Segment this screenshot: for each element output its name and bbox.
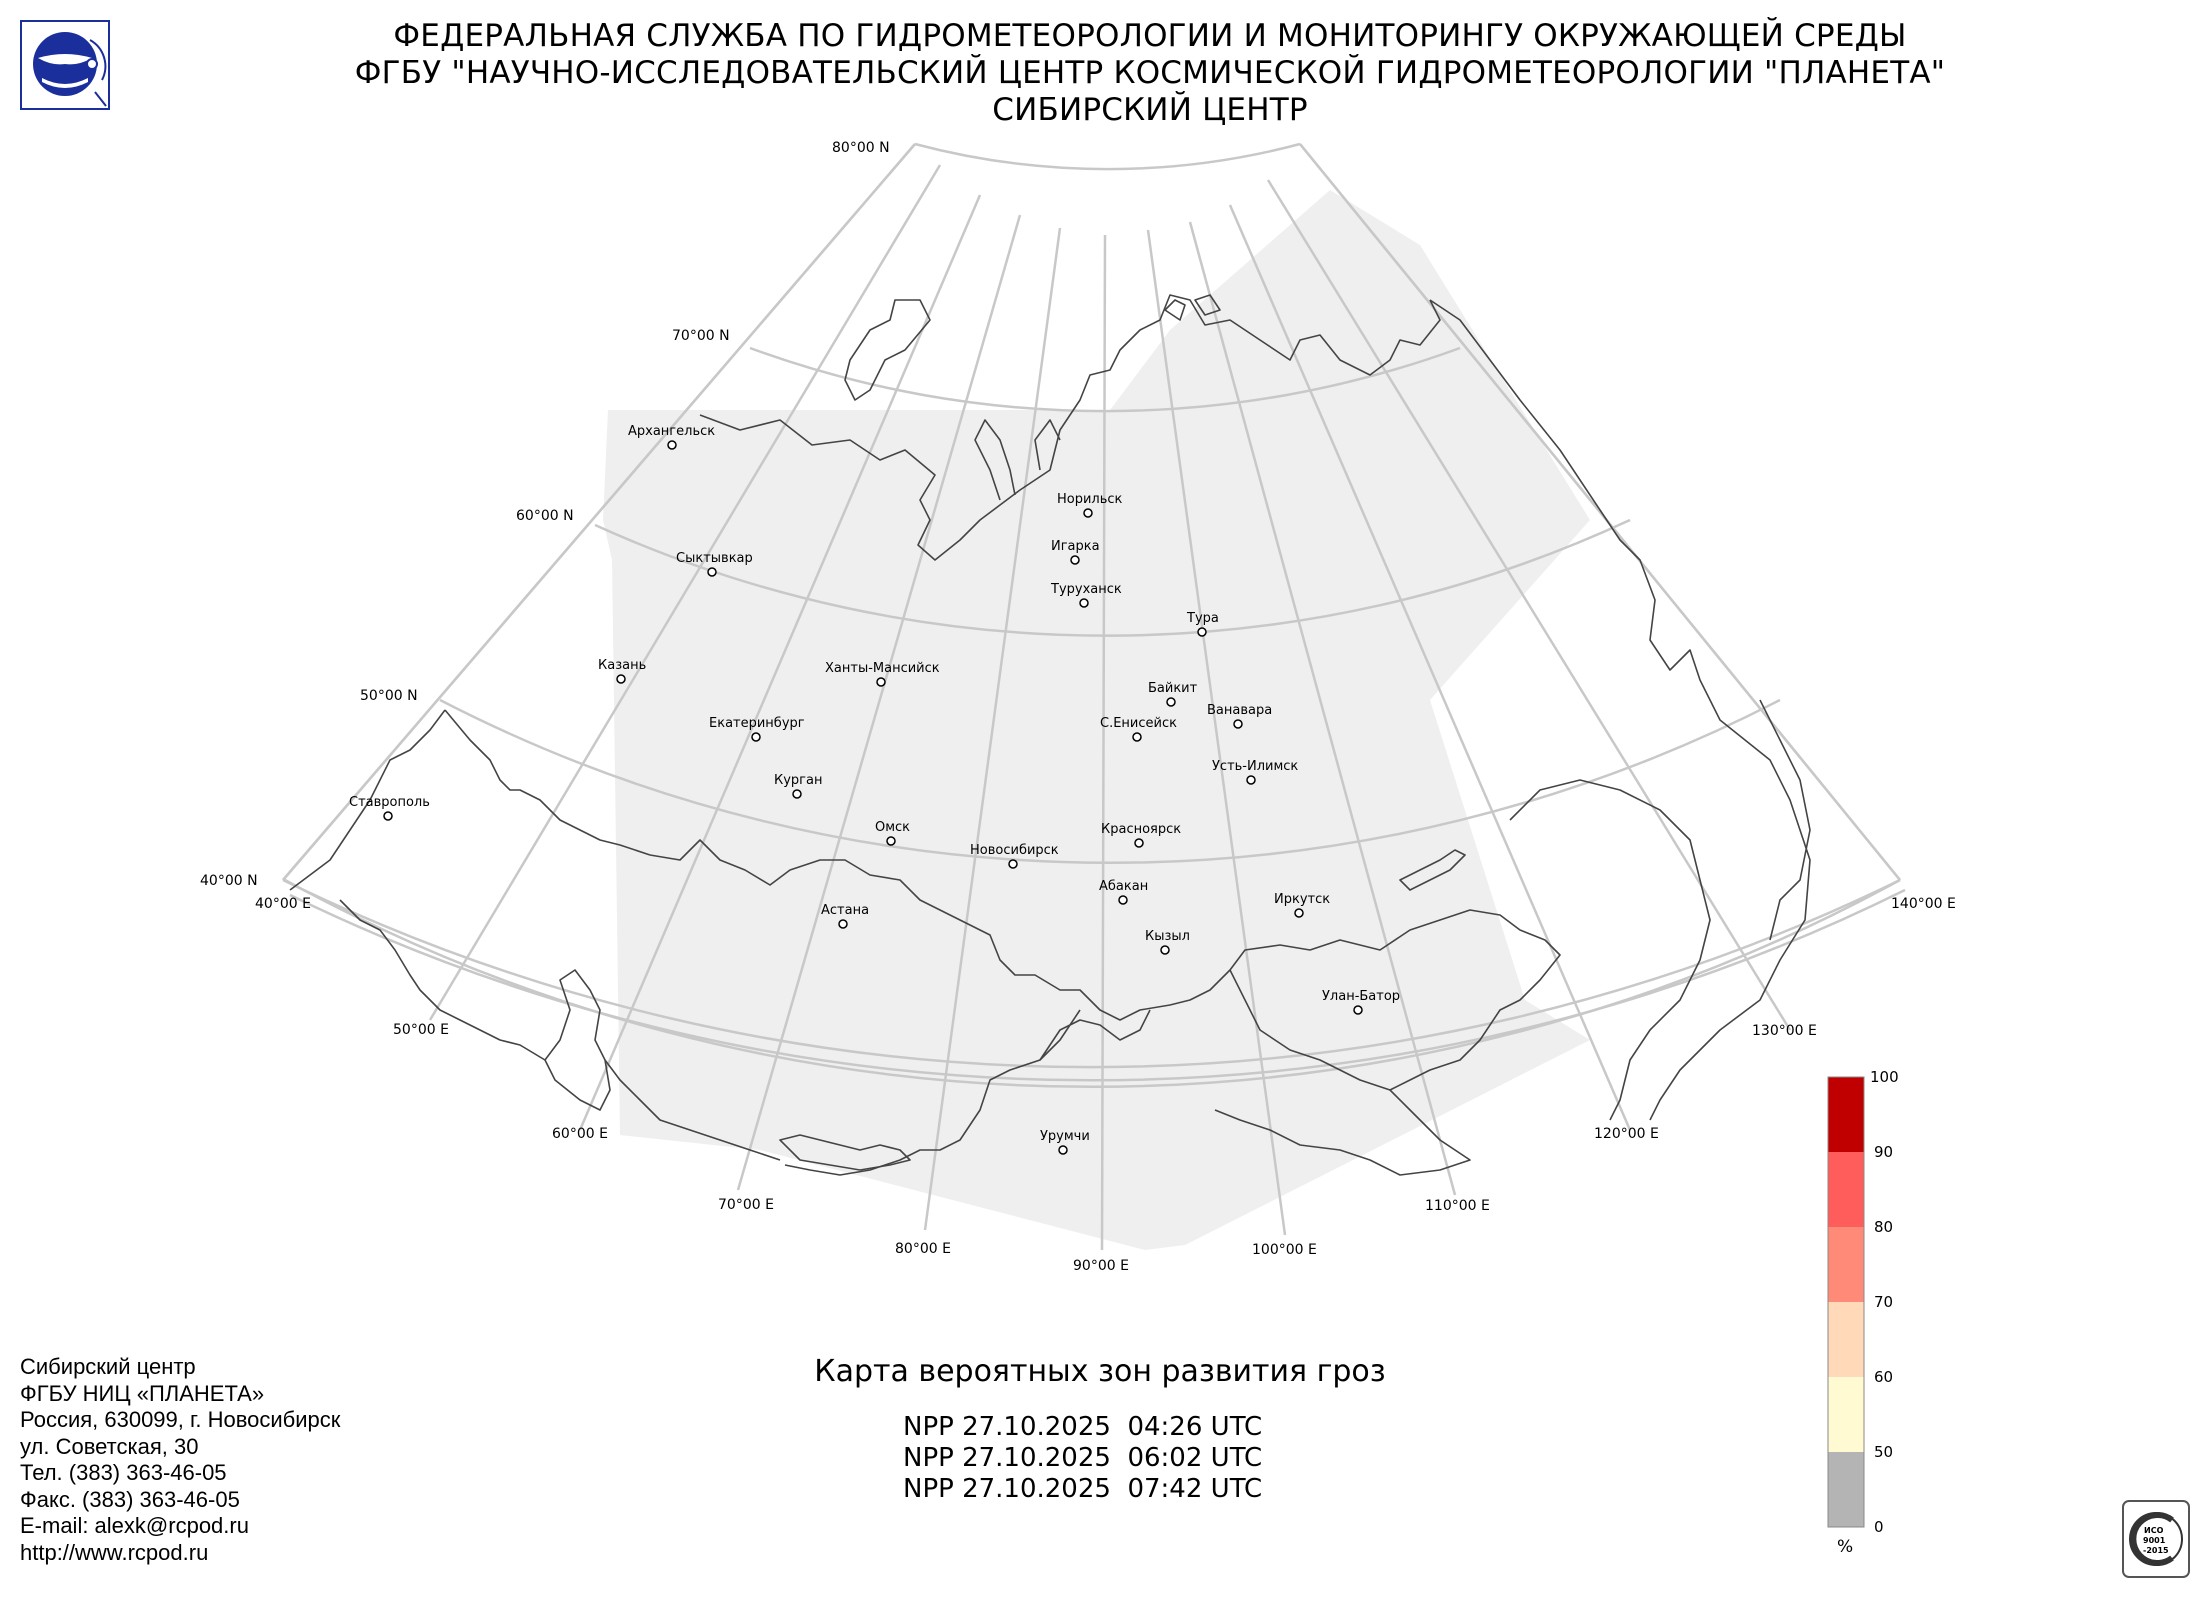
contact-line: Тел. (383) 363-46-05	[20, 1460, 227, 1485]
lat-label-40: 40°00 N	[200, 873, 258, 889]
city-label: Ставрополь	[349, 795, 430, 810]
legend-tick-0: 0	[1874, 1518, 1884, 1536]
city-label: Курган	[774, 773, 823, 788]
city-label: Астана	[821, 903, 870, 918]
contact-website[interactable]: http://www.rcpod.ru	[20, 1539, 209, 1565]
legend-tick-100: 100	[1870, 1068, 1899, 1086]
legend-swatch-90-100	[1828, 1077, 1864, 1152]
city-label: Тура	[1187, 611, 1219, 626]
legend-swatch-0-50	[1828, 1452, 1864, 1527]
legend-tick-80: 80	[1874, 1218, 1894, 1236]
iso-certificate-icon	[2122, 1500, 2190, 1578]
city-label: Игарка	[1051, 539, 1100, 554]
city-label: Казань	[598, 658, 647, 673]
pass-line: NPP 27.10.2025 04:26 UTC	[903, 1412, 1263, 1442]
svg-text:ИСО: ИСО	[2144, 1526, 2164, 1535]
city-label: Улан-Батор	[1322, 989, 1401, 1004]
lat-line-80	[915, 144, 1300, 169]
lon-label-90: 90°00 E	[1073, 1258, 1129, 1274]
contact-line: Сибирский центр	[20, 1354, 196, 1379]
svg-text:9001: 9001	[2143, 1536, 2166, 1545]
city-label: Норильск	[1057, 492, 1123, 507]
header-line-1: ФЕДЕРАЛЬНАЯ СЛУЖБА ПО ГИДРОМЕТЕОРОЛОГИИ И МОНИТОРИНГУ ОКРУЖАЮЩЕЙ СРЕДЫ	[393, 18, 1907, 54]
lon-label-40: 40°00 E	[255, 896, 311, 912]
contact-email[interactable]: E-mail: alexk@rcpod.ru	[20, 1513, 249, 1538]
lon-label-70: 70°00 E	[718, 1197, 774, 1213]
city-label: Екатеринбург	[709, 716, 805, 731]
lon-label-130: 130°00 E	[1752, 1023, 1817, 1039]
city-label: Красноярск	[1101, 822, 1182, 837]
caspian-sea	[545, 970, 610, 1110]
contact-line: Факс. (383) 363-46-05	[20, 1486, 240, 1512]
lon-label-110: 110°00 E	[1425, 1198, 1490, 1214]
legend-tick-60: 60	[1874, 1368, 1894, 1386]
city-label: Архангельск	[628, 424, 716, 439]
contact-line: ФГБУ НИЦ «ПЛАНЕТА»	[20, 1380, 265, 1406]
pass-line: NPP 27.10.2025 06:02 UTC	[903, 1443, 1263, 1473]
city-label: Ванавара	[1207, 703, 1273, 718]
svg-text:-2015: -2015	[2143, 1546, 2169, 1555]
map-title: Карта вероятных зон развития гроз	[814, 1354, 1386, 1389]
contact-line: ул. Советская, 30	[20, 1433, 199, 1459]
probability-legend	[1828, 1068, 1899, 1557]
lon-label-80: 80°00 E	[895, 1241, 951, 1257]
city-label: Урумчи	[1040, 1129, 1090, 1144]
city-label: Ханты-Мансийск	[825, 661, 940, 676]
legend-swatch-80-90	[1828, 1152, 1864, 1227]
lon-label-140: 140°00 E	[1891, 896, 1956, 912]
lon-label-60: 60°00 E	[552, 1126, 608, 1142]
legend-swatch-70-80	[1828, 1227, 1864, 1302]
lat-label-60: 60°00 N	[516, 508, 574, 524]
lon-label-50: 50°00 E	[393, 1022, 449, 1038]
city-label: С.Енисейск	[1100, 716, 1177, 731]
header-line-2: ФГБУ "НАУЧНО-ИССЛЕДОВАТЕЛЬСКИЙ ЦЕНТР КОСМИЧЕСКОЙ ГИДРОМЕТЕОРОЛОГИИ "ПЛАНЕТА"	[354, 55, 1946, 91]
legend-unit: %	[1837, 1537, 1854, 1557]
legend-tick-70: 70	[1874, 1293, 1894, 1311]
satellite-passes	[903, 1412, 1262, 1505]
contact-line: Россия, 630099, г. Новосибирск	[20, 1407, 341, 1432]
lon-label-100: 100°00 E	[1252, 1242, 1317, 1258]
lon-label-120: 120°00 E	[1594, 1126, 1659, 1142]
legend-tick-90: 90	[1874, 1143, 1894, 1161]
city-label: Иркутск	[1274, 892, 1331, 907]
city-label: Кызыл	[1145, 929, 1190, 944]
city-label: Новосибирск	[970, 843, 1059, 858]
legend-tick-50: 50	[1874, 1443, 1894, 1461]
city-label: Сыктывкар	[676, 551, 753, 566]
header-line-3: СИБИРСКИЙ ЦЕНТР	[992, 92, 1308, 128]
city-label: Абакан	[1099, 879, 1149, 894]
city-label: Омск	[875, 820, 911, 835]
city-label: Туруханск	[1051, 582, 1122, 597]
city-label: Байкит	[1148, 681, 1198, 696]
lat-label-50: 50°00 N	[360, 688, 418, 704]
novaya-zemlya	[845, 300, 930, 400]
lat-label-80: 80°00 N	[832, 140, 890, 156]
pass-line: NPP 27.10.2025 07:42 UTC	[903, 1474, 1263, 1504]
sakhalin-kamchatka	[1760, 700, 1810, 940]
city-label: Усть-Илимск	[1212, 759, 1299, 774]
lat-label-70: 70°00 N	[672, 328, 730, 344]
